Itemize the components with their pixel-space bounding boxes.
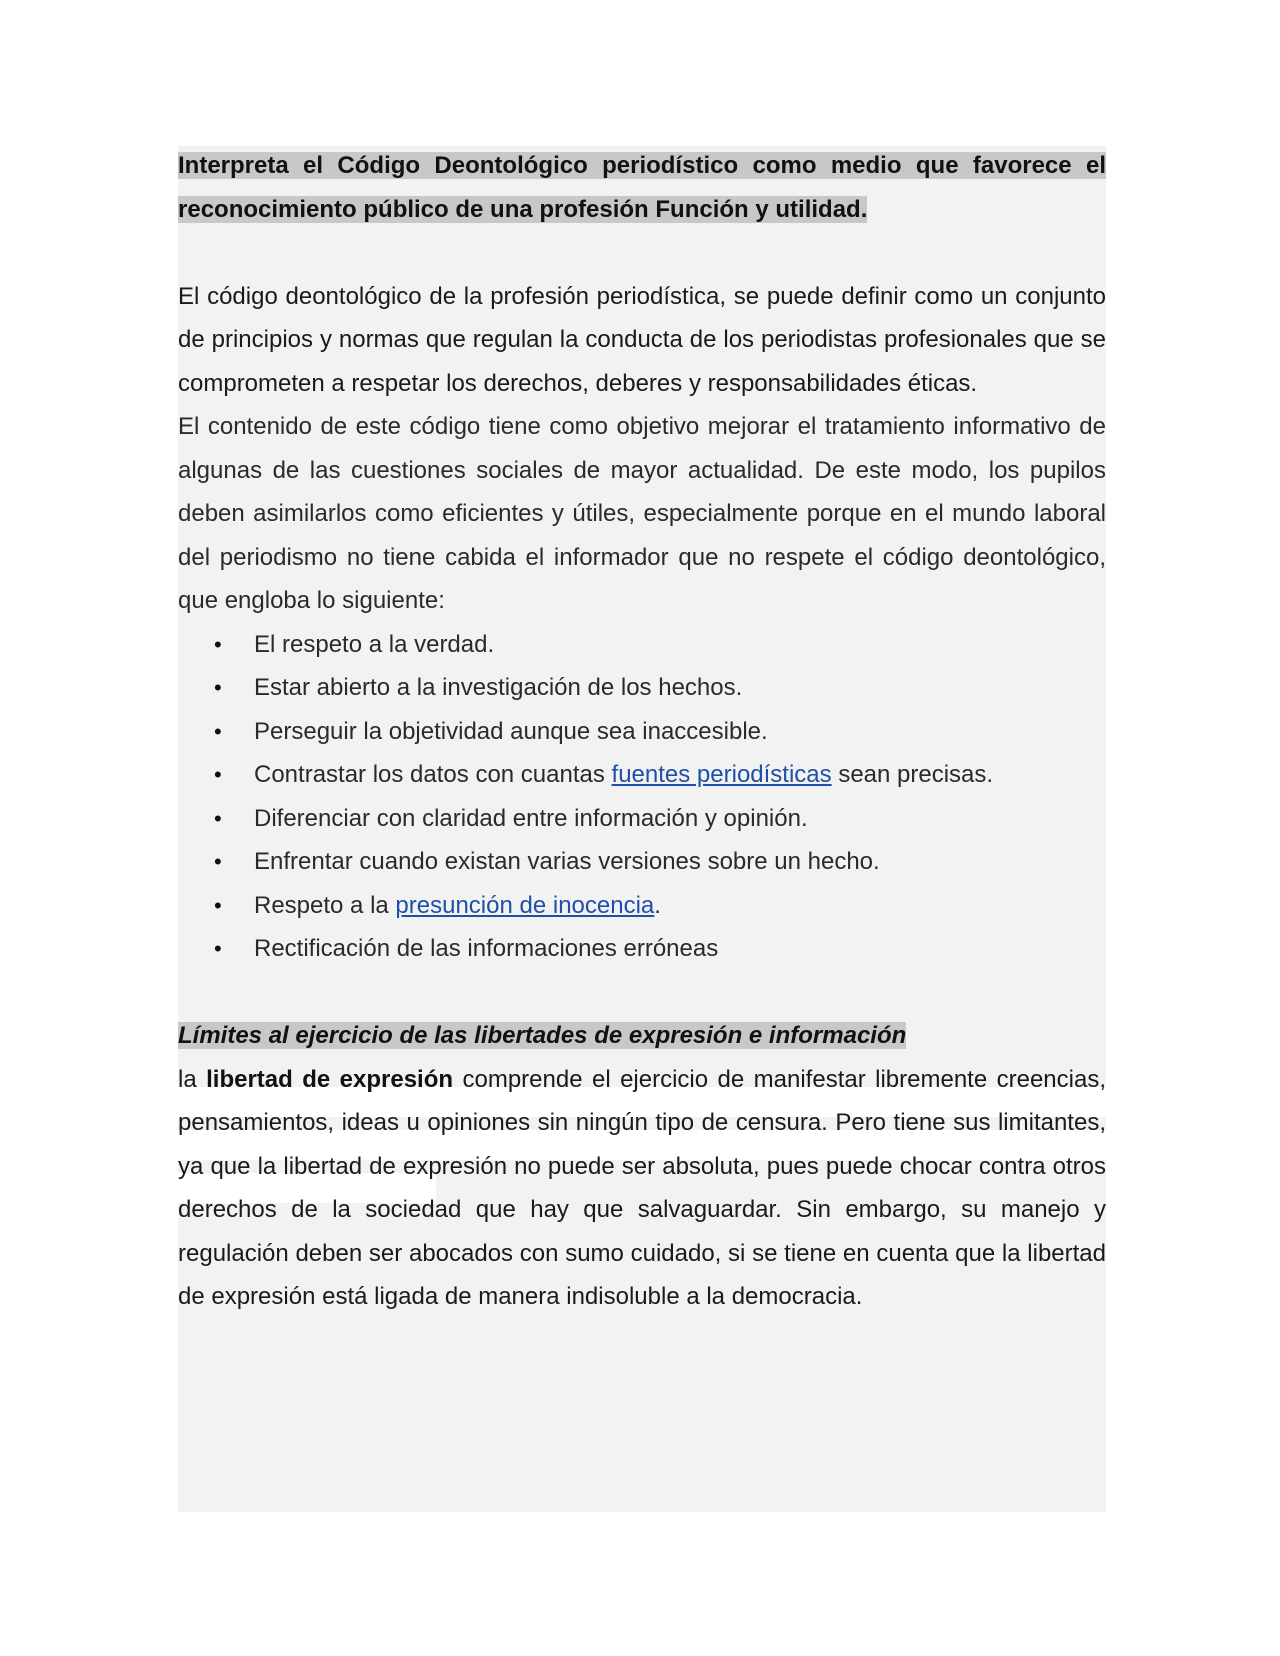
intro-paragraph-2: El contenido de este código tiene como objetivo mejorar el tratamiento informativo de algunas de las cuestiones sociales de mayor actualidad. De este modo, los pupilos deben asimilarlos como eficientes y útiles, especialmente porque en el mundo laboral del periodismo no tiene cabida el informador que no respete el código deontológico, que engloba lo siguiente: xyxy=(178,413,1106,614)
list-item-text: El respeto a la verdad. xyxy=(254,630,495,658)
list-item xyxy=(178,666,1106,710)
list-item xyxy=(178,797,1106,841)
spacer xyxy=(178,971,1106,1015)
list-item-text-after: sean precisas. xyxy=(831,761,994,788)
fuentes-periodisticas-link[interactable]: fuentes periodísticas xyxy=(611,761,832,788)
list-item xyxy=(178,884,1106,928)
bullet-icon: • xyxy=(214,849,222,874)
list-item-text: Rectificación de las informaciones erróneas xyxy=(254,935,719,962)
bullet-icon: • xyxy=(214,892,222,918)
bullet-icon: • xyxy=(214,675,222,700)
freedom-body: comprende el ejercicio de manifestar libremente creencias, pensamientos, ideas u opiniones sin ningún tipo de censura. Pero tiene sus limitantes, ya que la libertad de expresión no puede ser absoluta, pues puede chocar contra otros derechos de la sociedad que hay que salvaguardar. Sin embargo, su manejo y regulación deben ser abocados con sumo cuidado, si se tiene en cuenta que la libertad de expresión está ligada de manera indisoluble a la democracia. xyxy=(178,1065,1106,1310)
list-item xyxy=(178,840,1106,884)
bullet-icon: • xyxy=(214,718,222,744)
principles-list xyxy=(178,623,1106,971)
section-subtitle xyxy=(178,1014,1106,1058)
list-item xyxy=(178,710,1106,754)
bullet-icon: • xyxy=(214,762,222,787)
presuncion-de-inocencia-link[interactable]: presunción de inocencia xyxy=(395,891,655,919)
list-item xyxy=(178,927,1106,971)
document-title xyxy=(178,144,1106,231)
spacer xyxy=(178,231,1106,275)
list-item-text-before: Respeto a la xyxy=(254,891,396,919)
list-item-text-after: . xyxy=(654,891,661,919)
list-item xyxy=(178,753,1106,797)
document-body xyxy=(178,144,1106,1319)
freedom-paragraph xyxy=(178,1058,1106,1319)
list-item-text: Diferenciar con claridad entre información y opinión. xyxy=(254,804,808,832)
bullet-icon: • xyxy=(214,936,222,961)
section-subtitle-text: Límites al ejercicio de las libertades de expresión e información xyxy=(178,1022,907,1049)
list-item-text: Perseguir la objetividad aunque sea inaccesible. xyxy=(254,717,768,745)
list-item xyxy=(178,623,1106,667)
bullet-icon: • xyxy=(214,805,222,831)
list-item-text: Enfrentar cuando existan varias versiones sobre un hecho. xyxy=(254,848,880,875)
document-title-text: Interpreta el Código Deontológico periodístico como medio que favorece el reconocimiento público de una profesión Función y utilidad. xyxy=(178,152,1106,223)
intro-paragraph-1: El código deontológico de la profesión periodística, se puede definir como un conjunto de principios y normas que regulan la conducta de los periodistas profesionales que se comprometen a respetar los derechos, deberes y responsabilidades éticas. xyxy=(178,282,1106,397)
bullet-icon: • xyxy=(214,631,222,657)
list-item-text-before: Contrastar los datos con cuantas xyxy=(254,761,612,788)
freedom-lead: la xyxy=(178,1065,207,1093)
list-item-text: Estar abierto a la investigación de los hechos. xyxy=(254,674,743,701)
freedom-lead-bold: libertad de expresión xyxy=(206,1065,454,1093)
